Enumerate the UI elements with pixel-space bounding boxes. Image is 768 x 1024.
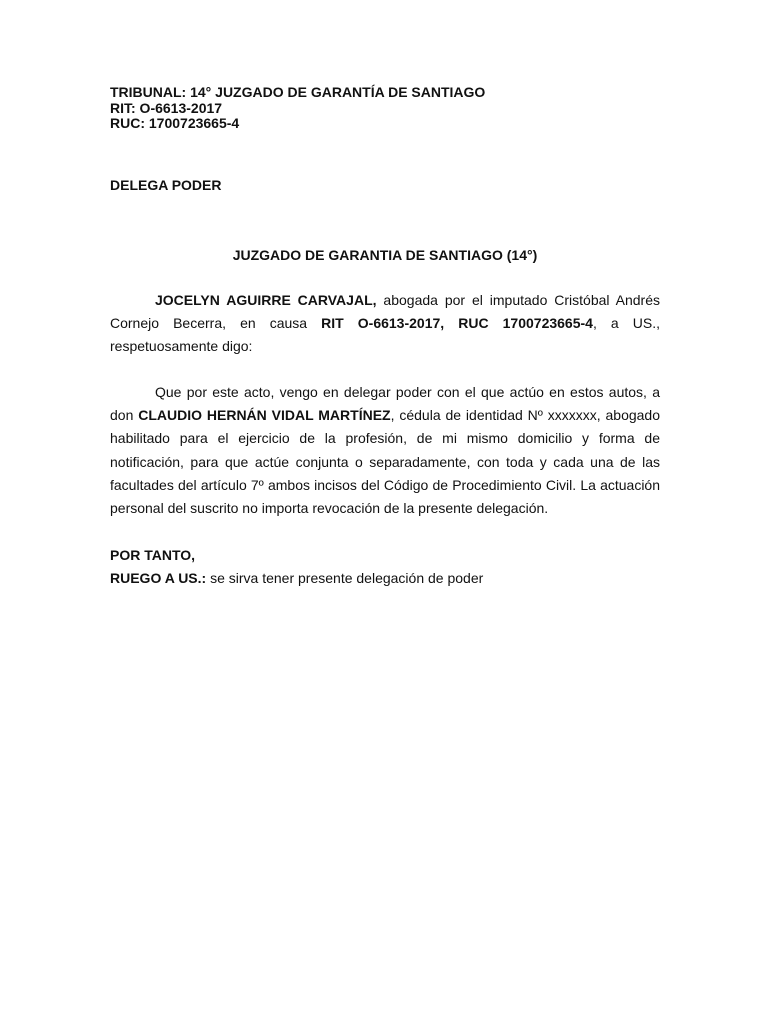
por-tanto xyxy=(110,544,483,567)
delegate-name: CLAUDIO HERNÁN VIDAL MARTÍNEZ xyxy=(138,407,391,424)
lawyer-name: JOCELYN AGUIRRE CARVAJAL, xyxy=(155,292,377,308)
rit-line: RIT: O-6613-2017 xyxy=(110,99,223,116)
por-tanto-label: POR TANTO, xyxy=(110,547,196,563)
intro-text-b: , a US., respetuosamente digo: xyxy=(110,315,660,355)
ruego-label: RUEGO A US.: xyxy=(110,570,207,586)
closing-block xyxy=(110,544,483,590)
tribunal-line: TRIBUNAL: 14° JUZGADO DE GARANTÍA DE SANTIAGO xyxy=(110,84,486,100)
case-reference: RIT O-6613-2017, RUC 1700723665-4 xyxy=(321,315,593,332)
ruc-line: RUC: 1700723665-4 xyxy=(110,115,240,131)
court-title: JUZGADO DE GARANTIA DE SANTIAGO (14°) xyxy=(232,247,538,263)
intro-text-a: abogada por el imputado Cristóbal Andrés Cornejo Becerra, en causa xyxy=(110,292,660,332)
paragraph-delegation xyxy=(110,381,660,520)
delegation-text-b: , cédula de identidad Nº xxxxxxx, abogado habilitado para el ejercicio de la profesión, de mi mismo domicilio y forma de notificación, para que actúe conjunta o separadamente, con toda y cada una de las facultades del artículo 7º ambos incisos del Código de Procedimiento Civil. La actuación personal del suscrito no importa revocación de la presente delegación. xyxy=(110,407,660,517)
ruego-text: se sirva tener presente delegación de poder xyxy=(206,570,484,586)
paragraph-intro xyxy=(110,289,660,359)
sumilla-title: DELEGA PODER xyxy=(110,177,222,193)
ruego-line xyxy=(110,567,483,590)
delegation-text-a: Que por este acto, vengo en delegar poder con el que actúo en estos autos, a don xyxy=(110,384,660,424)
case-header xyxy=(110,85,485,132)
